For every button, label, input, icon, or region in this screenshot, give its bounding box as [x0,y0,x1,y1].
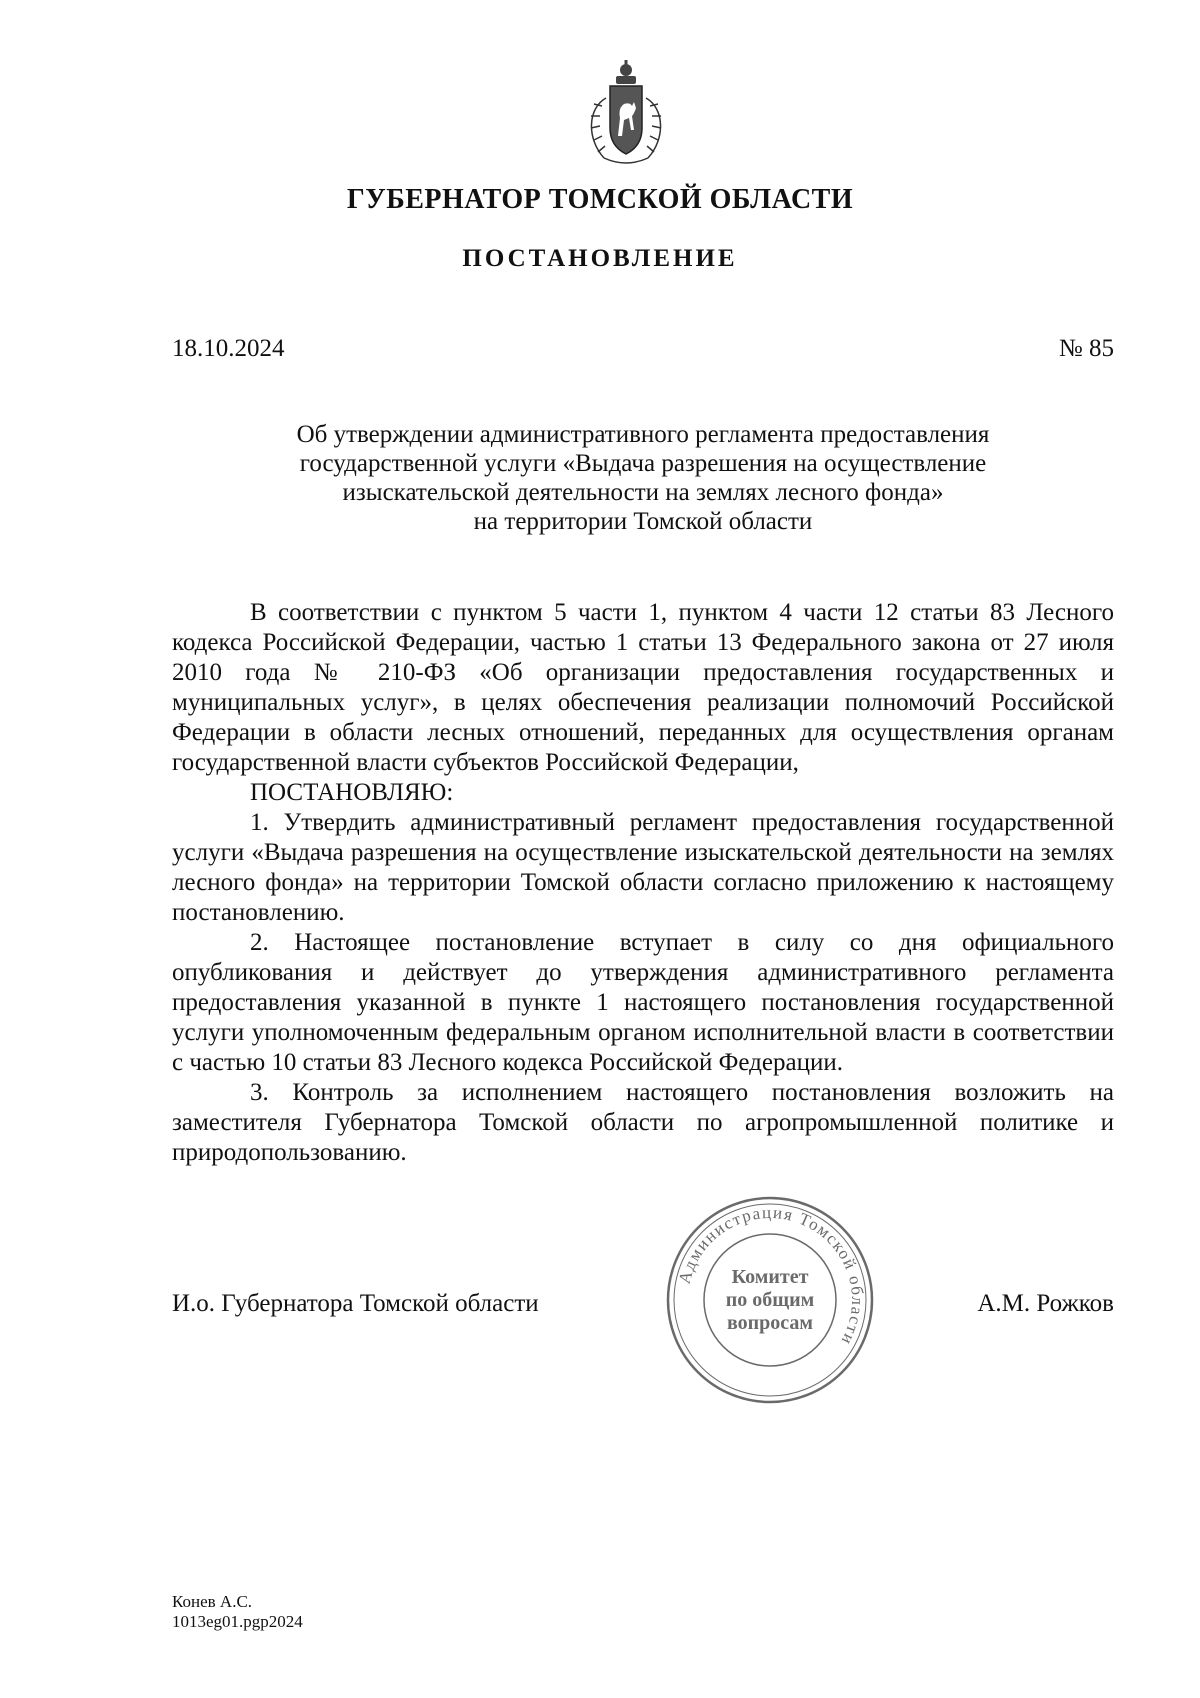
title-line: государственной услуги «Выдача разрешения на осуществление [299,450,987,477]
document-body [172,598,1114,1168]
stamp-center-line: вопросам [726,1312,814,1334]
document-title [172,420,1114,536]
decree-word: ПОСТАНОВЛЯЮ: [250,779,454,806]
document-date: 18.10.2024 [172,335,285,362]
stamp-center-line: Комитет [731,1266,809,1288]
document-type-heading: ПОСТАНОВЛЕНИЕ [462,245,738,272]
clause-3: 3. Контроль за исполнением настоящего постановления возложить на заместителя Губернатора Томской области по агропромышленной политике и природопользованию. [172,1079,1114,1166]
coat-of-arms-icon [576,58,676,170]
stamp-ring-text: Администрация Томской области [674,1202,868,1349]
executor-file: 1013eg01.pgp2024 [172,1612,303,1631]
signatory-name: А.М. Рожков [977,1290,1114,1317]
title-line: изыскательской деятельности на землях лесного фонда» [342,479,944,506]
preamble-paragraph: В соответствии с пунктом 5 части 1, пунктом 4 части 12 статьи 83 Лесного кодекса Российской Федерации, частью 1 статьи 13 Федерального закона от 27 июля 2010 года № 210-ФЗ «Об организации предоставления государственных и муниципальных услуг», в целях обеспечения реализации полномочий Российской Федерации в области лесных отношений, переданных для осуществления органам государственной власти субъектов Российской Федерации, [172,599,1114,776]
document-number: № 85 [1058,335,1114,362]
executor-name: Конев А.С. [172,1592,253,1611]
clause-2: 2. Настоящее постановление вступает в силу со дня официального опубликования и действует до утверждения административного регламента предоставления указанной в пункте 1 настоящего постановления государственной услуги уполномоченным федеральным органом исполнительной власти в соответствии с частью 10 статьи 83 Лесного кодекса Российской Федерации. [172,929,1114,1076]
title-line: Об утверждении административного регламента предоставления [296,421,990,448]
official-stamp-icon [660,1190,880,1410]
stamp-center-line: по общим [725,1289,815,1311]
executor-block [172,1592,303,1632]
organization-heading: ГУБЕРНАТОР ТОМСКОЙ ОБЛАСТИ [346,184,854,215]
title-line: на территории Томской области [473,508,813,535]
clause-1: 1. Утвердить административный регламент предоставления государственной услуги «Выдача разрешения на осуществление изыскательской деятельности на землях лесного фонда» на территории Томской области согласно приложению к настоящему постановлению. [172,809,1114,926]
signatory-position: И.о. Губернатора Томской области [172,1290,539,1317]
